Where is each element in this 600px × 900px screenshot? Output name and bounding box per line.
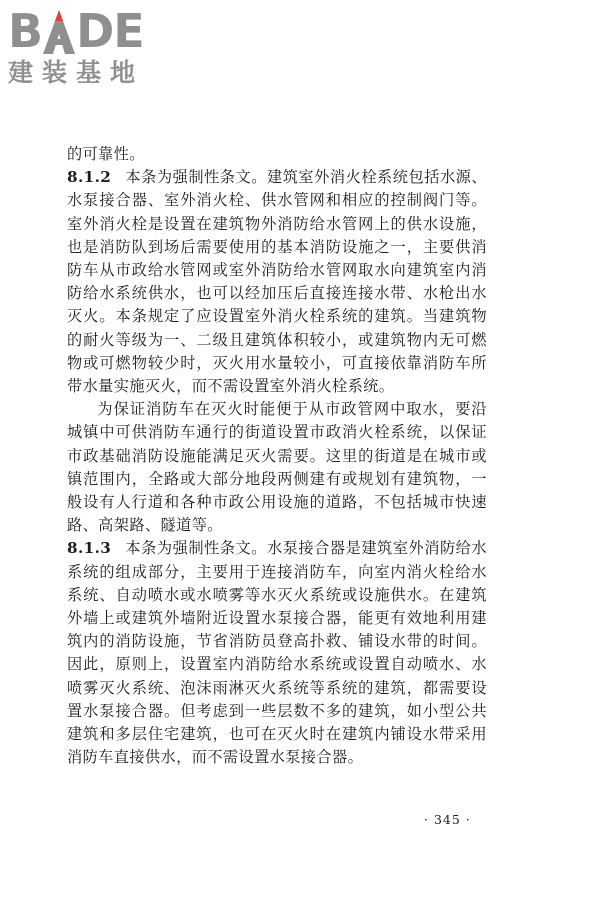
logo-subtitle: 建装基地 [8,58,145,87]
logo-letters-de: DE [76,4,144,58]
clause-8-1-2 [67,166,487,398]
logo-letter-b: B [8,4,43,58]
clause-number: 8.1.2 [67,168,112,187]
paragraph-street-hydrants: 为保证消防车在灭火时能便于从市政管网中取水，要沿城镇中可供消防车通行的街道设置市政消火栓系统，以保证市政基础消防设施能满足灭火需要。这里的街道是在城市或镇范围内，全路或大部分地段两侧建有或规划有建筑物，一般设有人行道和各种市政公用设施的道路，不包括城市快速路、高架路、隧道等。 [67,400,487,535]
page-number: · 345 · [424,812,471,827]
logo [8,6,178,88]
clause-8-1-3 [67,537,487,769]
logo-wordmark [8,4,178,58]
document-body [67,143,487,769]
paragraph-continuation: 的可靠性。 [67,145,145,163]
clause-number: 8.1.3 [67,539,112,558]
logo-letter-a-icon [42,8,76,54]
clause-text: 本条为强制性条文。水泵接合器是建筑室外消防给水系统的组成部分，主要用于连接消防车，向室内消火栓给水系统、自动喷水或水喷雾等水灭火系统或设施供水。在建筑外墙上或建筑外墙附近设置水泵接合器，能更有效地利用建筑内的消防设施，节省消防员登高扑救、铺设水带的时间。因此，原则上，设置室内消防给水系统或设置自动喷水、水喷雾灭火系统、泡沫雨淋灭火系统等系统的建筑，都需要设置水泵接合器。但考虑到一些层数不多的建筑，如小型公共建筑和多层住宅建筑，也可在灭火时在建筑内铺设水带采用消防车直接供水，而不需设置水泵接合器。 [67,539,487,767]
clause-text: 本条为强制性条文。建筑室外消火栓系统包括水源、水泵接合器、室外消火栓、供水管网和相应的控制阀门等。室外消火栓是设置在建筑物外消防给水管网上的供水设施，也是消防队到场后需要使用的基本消防设施之一，主要供消防车从市政给水管网或室外消防给水管网取水向建筑室内消防给水系统供水，也可以经加压后直接连接水带、水枪出水灭火。本条规定了应设置室外消火栓系统的建筑。当建筑物的耐火等级为一、二级且建筑体积较小，或建筑物内无可燃物或可燃物较少时，灭火用水量较小，可直接依靠消防车所带水量实施灭火，而不需设置室外消火栓系统。 [67,168,487,396]
